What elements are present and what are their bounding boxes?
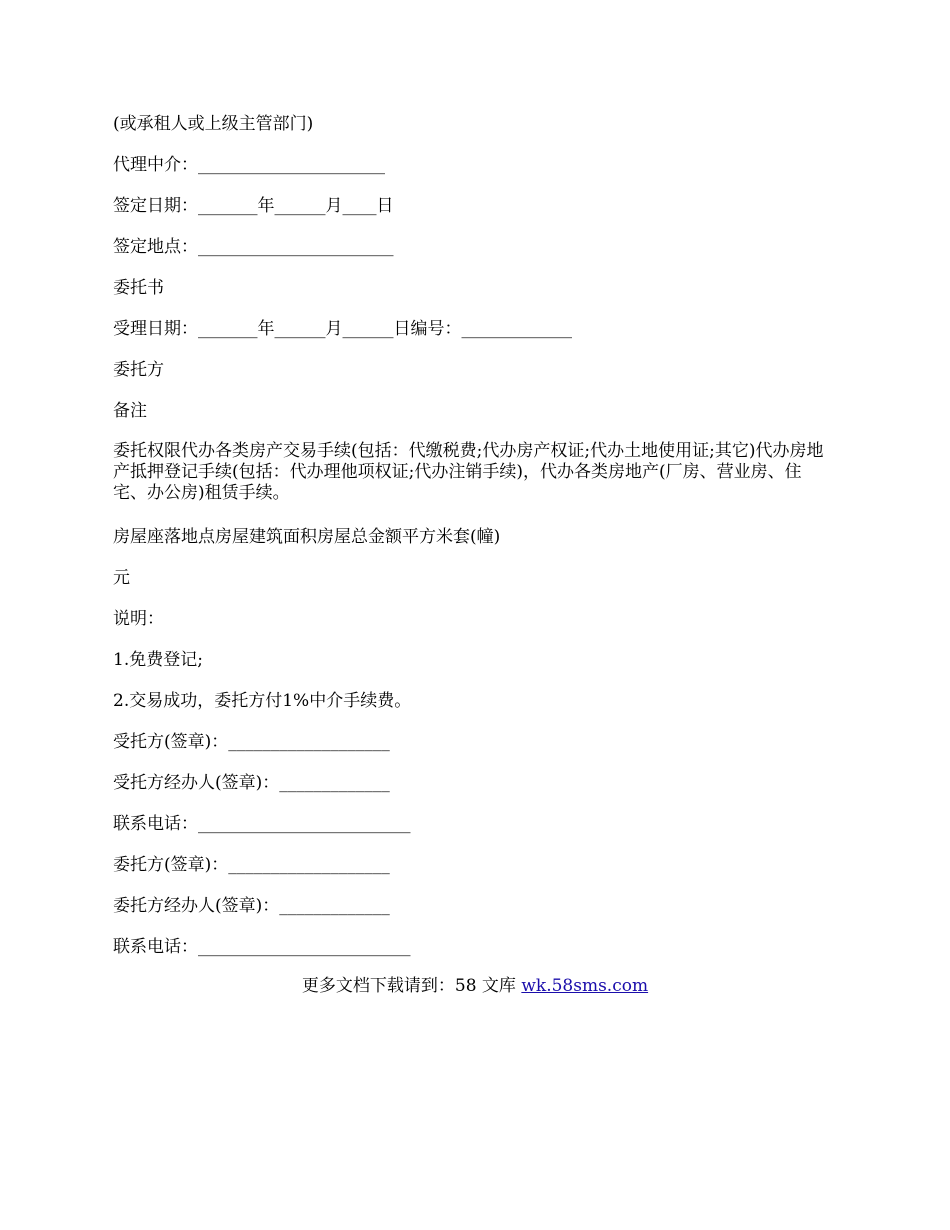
footer xyxy=(0,976,950,997)
principal-agent-signature-line: 委托方经办人(签章)：_____________ xyxy=(113,896,390,916)
text-line: (或承租人或上级主管部门) xyxy=(113,114,314,134)
accept-date-line: 受理日期：_______年______月______日编号：_____________ xyxy=(113,319,572,339)
note-item: 2.交易成功，委托方付1%中介手续费。 xyxy=(113,691,412,711)
principal-phone-line: 联系电话：_________________________ xyxy=(113,937,411,957)
trustee-phone-line: 联系电话：_________________________ xyxy=(113,814,411,834)
agent-intermediary-line: 代理中介：______________________ xyxy=(113,155,385,175)
notes-label: 说明： xyxy=(113,609,164,629)
footer-text: 更多文档下载请到：58 文库 xyxy=(301,976,522,996)
principal-label: 委托方 xyxy=(113,360,164,380)
trustee-signature-line: 受托方(签章)：___________________ xyxy=(113,732,390,752)
sign-date-line: 签定日期：_______年______月____日 xyxy=(113,196,394,216)
currency-unit: 元 xyxy=(113,568,130,588)
property-header-line: 房屋座落地点房屋建筑面积房屋总金额平方米套(幢) xyxy=(113,527,501,547)
remarks-label: 备注 xyxy=(113,401,147,421)
authority-paragraph: 委托权限代办各类房产交易手续(包括：代缴税费;代办房产权证;代办土地使用证;其它)代办房地产抵押登记手续(包括：代办理他项权证;代办注销手续)，代办各类房地产(厂房、营业房、住宅、办公房)租赁手续。 xyxy=(113,441,824,503)
principal-signature-line: 委托方(签章)：___________________ xyxy=(113,855,390,875)
sign-location-line: 签定地点：_______________________ xyxy=(113,237,394,257)
note-item: 1.免费登记; xyxy=(113,650,203,670)
trustee-agent-signature-line: 受托方经办人(签章)：_____________ xyxy=(113,773,390,793)
section-heading: 委托书 xyxy=(113,278,164,298)
footer-link[interactable]: wk.58sms.com xyxy=(521,976,649,996)
